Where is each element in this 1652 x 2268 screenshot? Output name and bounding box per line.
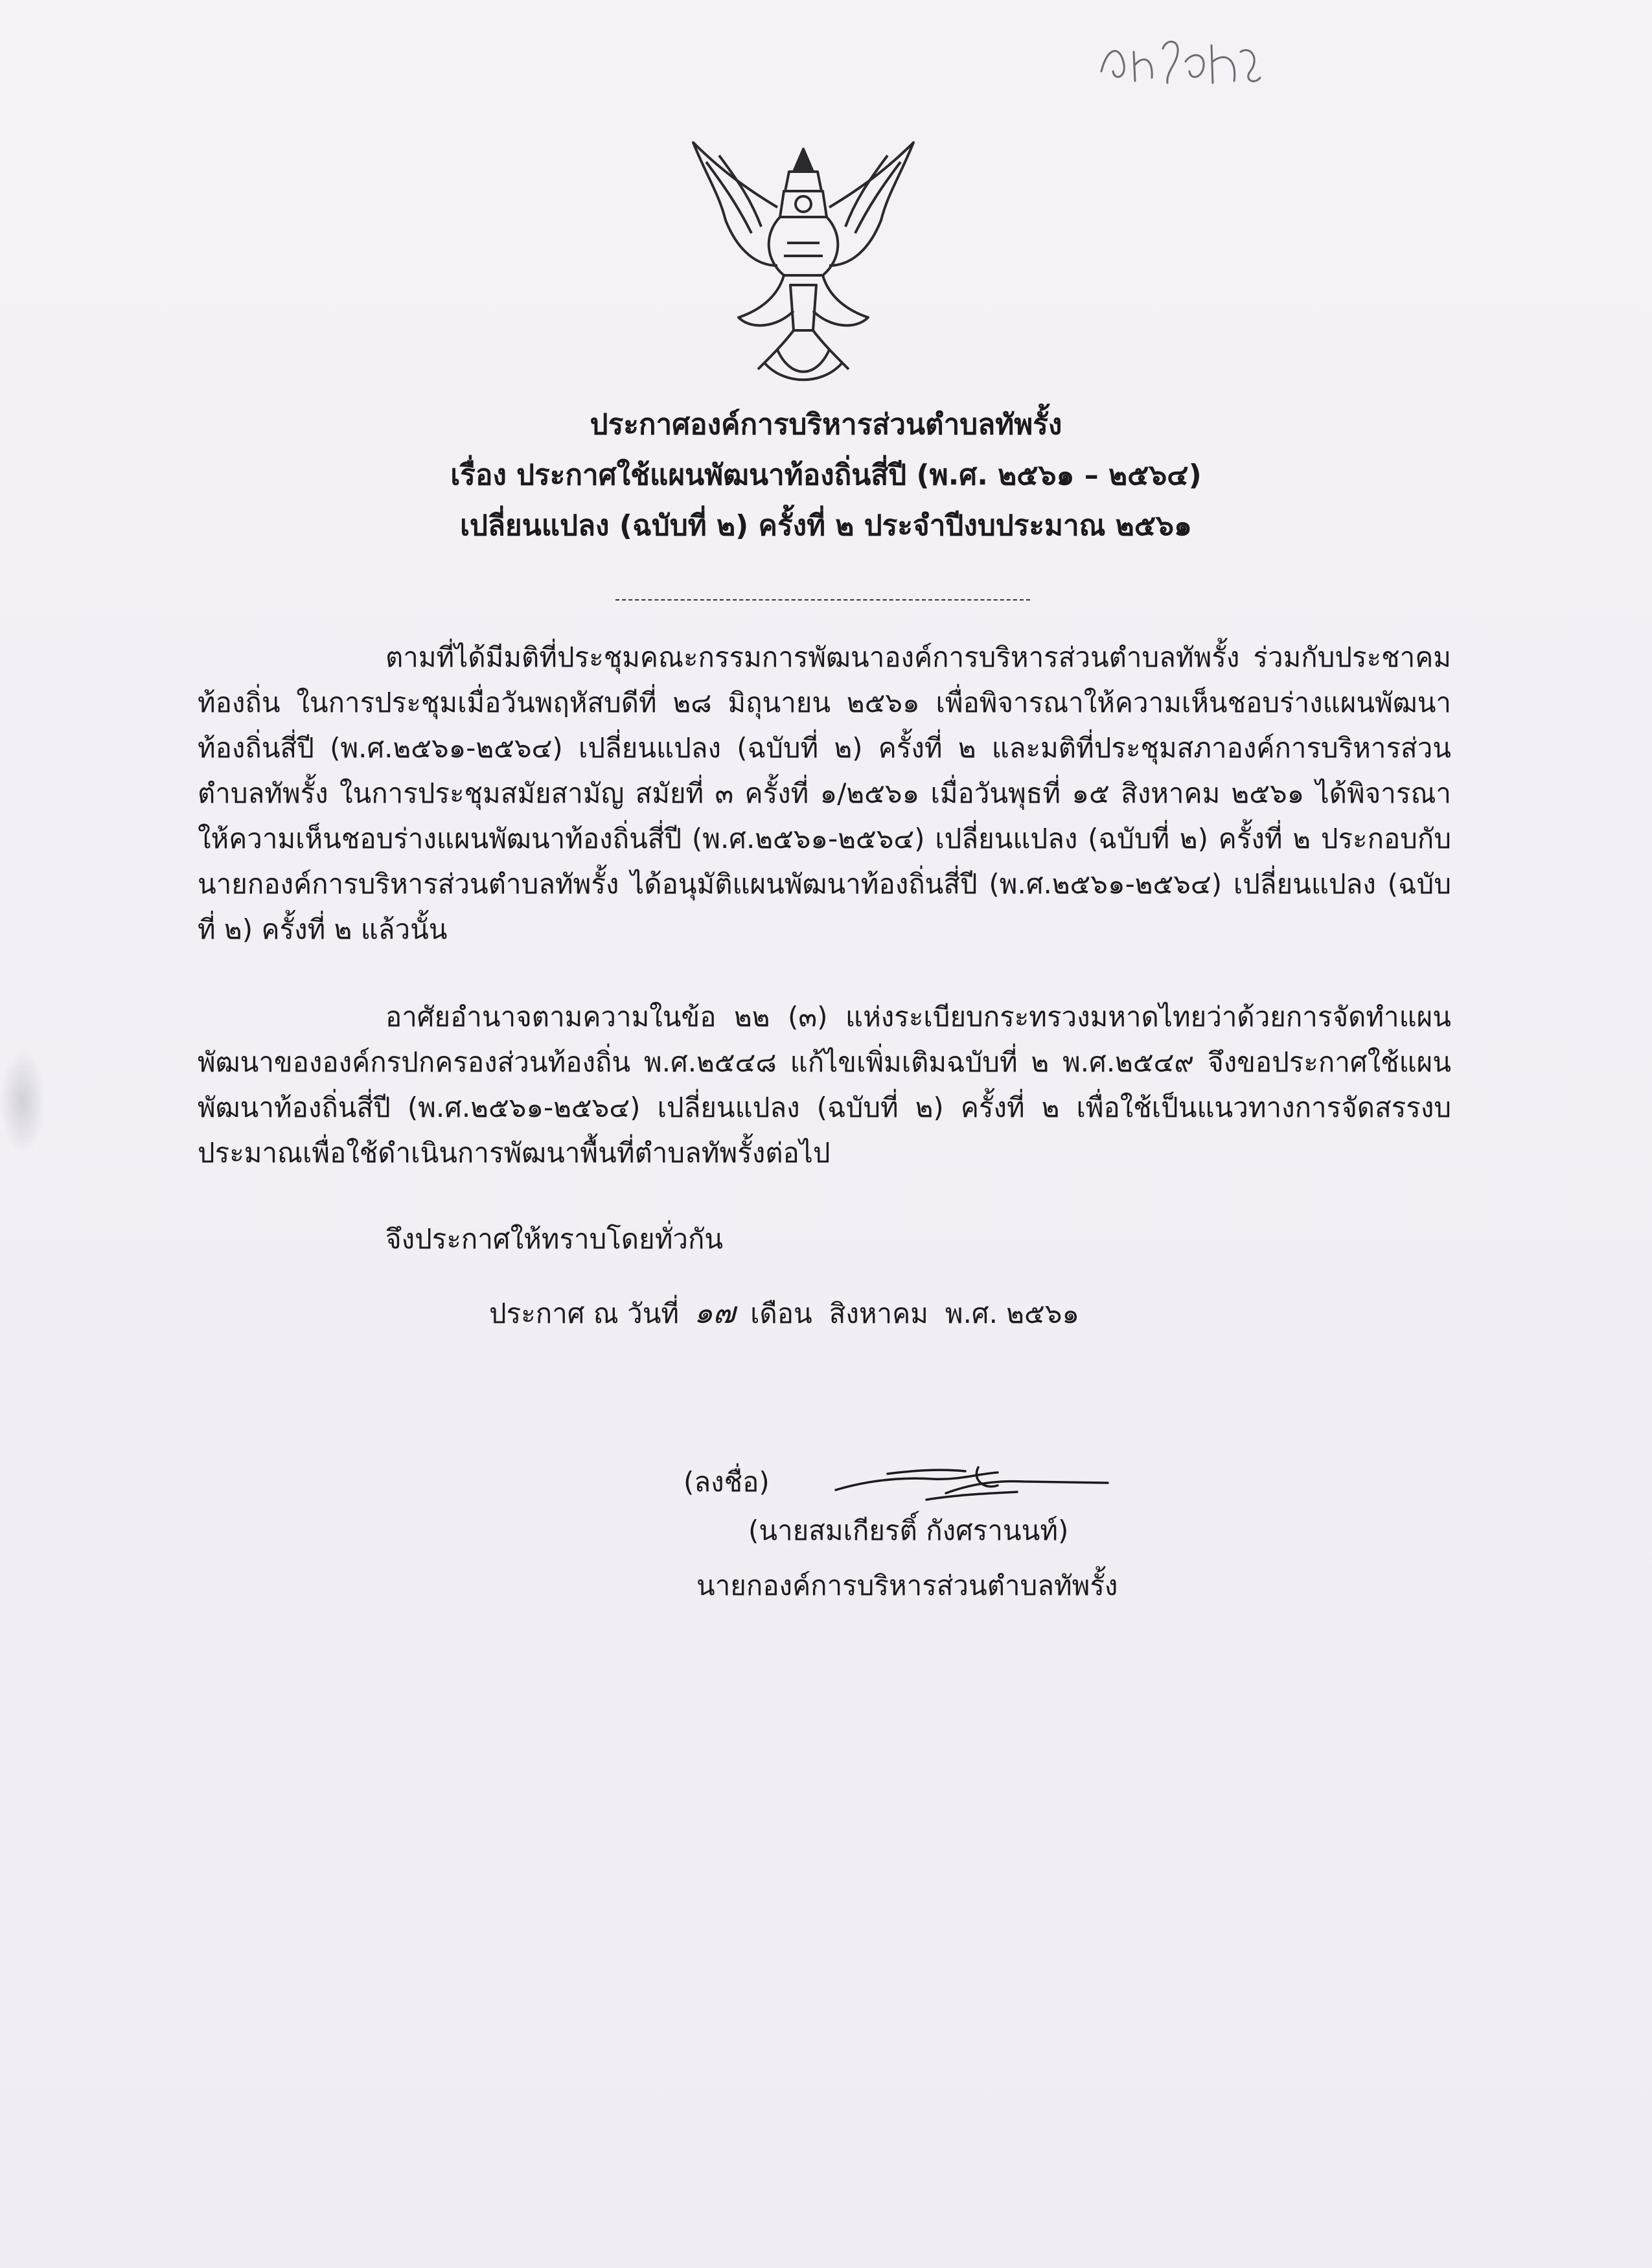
date-month-label: เดือน — [750, 1298, 812, 1329]
body-paragraph-2: อาศัยอำนาจตามความในข้อ ๒๒ (๓) แห่งระเบียบกระทรวงมหาดไทยว่าด้วยการจัดทำแผนพัฒนาขององค์กรปกครองส่วนท้องถิ่น พ.ศ.๒๕๔๘ แก้ไขเพิ่มเติมฉบับที่ ๒ พ.ศ.๒๕๔๙ จึงขอประกาศใช้แผนพัฒนาท้องถิ่นสี่ปี (พ.ศ.๒๕๖๑-๒๕๖๔) เปลี่ยนแปลง (ฉบับที่ ๒) ครั้งที่ ๒ เพื่อใช้เป็นแนวทางการจัดสรรงบประมาณเพื่อใช้ดำเนินการพัฒนาพื้นที่ตำบลทัพรั้งต่อไป — [198, 1001, 1451, 1169]
date-year: พ.ศ. ๒๕๖๑ — [945, 1298, 1080, 1329]
scan-smudge — [0, 1049, 45, 1153]
announcement-subject: เรื่อง ประกาศใช้แผนพัฒนาท้องถิ่นสี่ปี (พ.ศ. ๒๕๖๑ – ๒๕๖๔) — [450, 459, 1202, 492]
handwritten-note — [1095, 26, 1263, 97]
signature-label: (ลงชื่อ) — [683, 1466, 770, 1498]
date-month: สิงหาคม — [829, 1298, 928, 1329]
signatory-name: (นายสมเกียรติ์ กังศรานนท์) — [748, 1515, 1069, 1546]
body-paragraph-1: ตามที่ได้มีมติที่ประชุมคณะกรรมการพัฒนาองค์การบริหารส่วนตำบลทัพรั้ง ร่วมกับประชาคมท้องถิ่น ในการประชุมเมื่อวันพฤหัสบดีที่ ๒๘ มิถุนายน ๒๕๖๑ เพื่อพิจารณาให้ความเห็นชอบร่างแผนพัฒนาท้องถิ่นสี่ปี (พ.ศ.๒๕๖๑-๒๕๖๔) เปลี่ยนแปลง (ฉบับที่ ๒) ครั้งที่ ๒ และมติที่ประชุมสภาองค์การบริหารส่วนตำบลทัพรั้ง ในการประชุมสมัยสามัญ สมัยที่ ๓ ครั้งที่ ๑/๒๕๖๑ เมื่อวันพุธที่ ๑๕ สิงหาคม ๒๕๖๑ ได้พิจารณาให้ความเห็นชอบร่างแผนพัฒนาท้องถิ่นสี่ปี (พ.ศ.๒๕๖๑-๒๕๖๔) เปลี่ยนแปลง (ฉบับที่ ๒) ครั้งที่ ๒ ประกอบกับนายกองค์การบริหารส่วนตำบลทัพรั้ง ได้อนุมัติแผนพัฒนาท้องถิ่นสี่ปี (พ.ศ.๒๕๖๑-๒๕๖๔) เปลี่ยนแปลง (ฉบับที่ ๒) ครั้งที่ ๒ แล้วนั้น — [198, 641, 1451, 945]
announcement-subject-continued: เปลี่ยนแปลง (ฉบับที่ ๒) ครั้งที่ ๒ ประจำปีงบประมาณ ๒๕๖๑ — [460, 509, 1192, 542]
date-day-handwritten: ๑๗ — [694, 1295, 735, 1330]
date-line — [489, 1289, 1079, 1336]
handwritten-signature — [829, 1454, 1114, 1513]
announcement-title: ประกาศองค์การบริหารส่วนตำบลทัพรั้ง — [590, 408, 1062, 441]
garuda-emblem-icon — [680, 136, 926, 389]
signatory-title: นายกองค์การบริหารส่วนตำบลทัพรั้ง — [696, 1570, 1118, 1601]
date-prefix: ประกาศ ณ วันที่ — [489, 1298, 680, 1329]
closing-statement: จึงประกาศให้ทราบโดยทั่วกัน — [385, 1223, 724, 1255]
header-divider — [615, 599, 1030, 601]
